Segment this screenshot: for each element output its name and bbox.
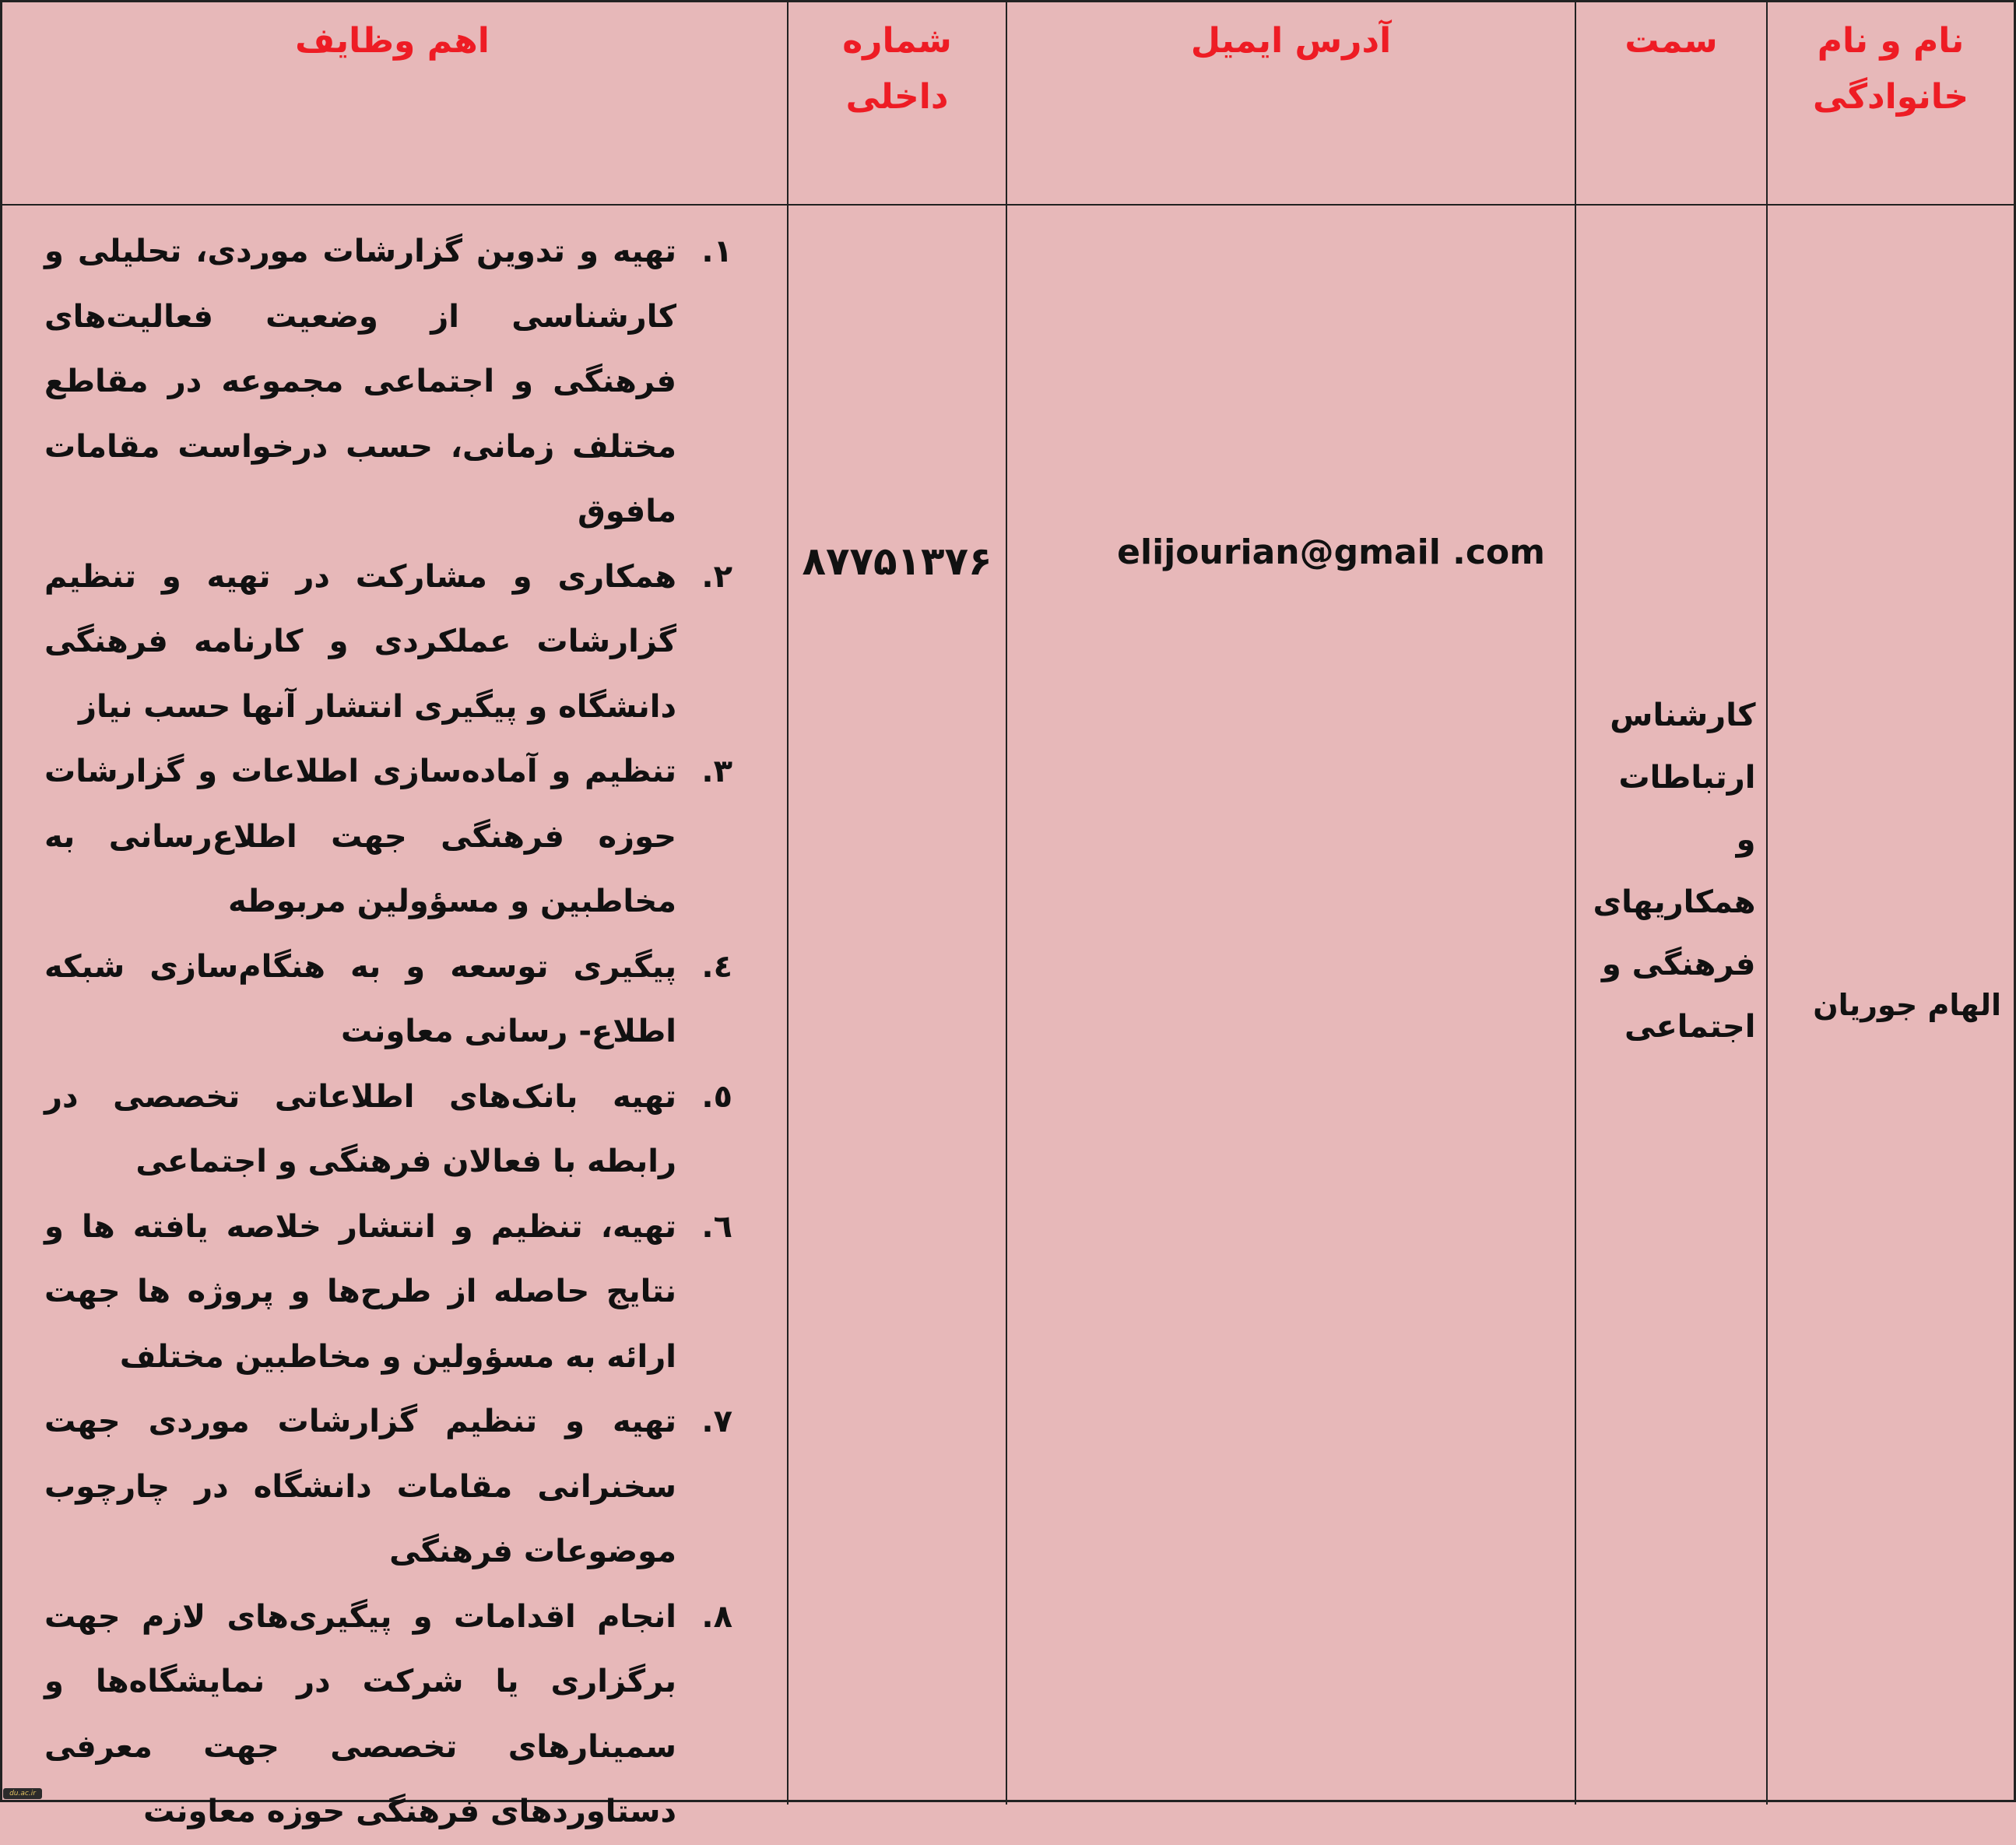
header-extension: شماره داخلی bbox=[787, 2, 1006, 206]
duties-cell bbox=[0, 206, 787, 1829]
duty-item bbox=[44, 1585, 732, 1845]
duty-number: ۲. bbox=[701, 558, 732, 595]
duty-number: ۱. bbox=[701, 234, 732, 269]
duty-text: تهیه، تنظیم و انتشار خلاصه یافته ها و نتایج حاصله از طرح‌ها و پروژه ها جهت ارائه به مسؤولین و مخاطبین مختلف bbox=[44, 1208, 676, 1375]
staff-email[interactable]: elijourian@gmail .com bbox=[1006, 206, 1575, 1805]
duty-number: ٤. bbox=[701, 948, 732, 985]
duty-text: انجام اقدامات و پیگیری‌های لازم جهت برگزاری یا شرکت در نمایشگاه‌ها و سمینارهای تخصصی جهت معرفی دستاوردهای فرهنگی حوزه معاونت bbox=[44, 1598, 676, 1829]
staff-extension: ۸۷۷۵۱۳۷۶ bbox=[787, 206, 1006, 1805]
duty-number: ۳. bbox=[701, 754, 732, 789]
staff-position: کارشناس ارتباطات و همکاریهای فرهنگی و اجتماعی bbox=[1575, 206, 1766, 1805]
duties-list bbox=[44, 220, 732, 1845]
header-email: آدرس ایمیل bbox=[1006, 2, 1575, 206]
duty-item bbox=[44, 220, 732, 545]
duty-text: تهیه و تنظیم گزارشات موردی جهت سخنرانی مقامات دانشگاه در چارچوب موضوعات فرهنگی bbox=[44, 1404, 676, 1569]
duty-item bbox=[44, 1195, 732, 1390]
duty-text: تهیه بانک‌های اطلاعاتی تخصصی در رابطه با فعالان فرهنگی و اجتماعی bbox=[44, 1078, 676, 1179]
header-duties: اهم وظایف bbox=[0, 2, 787, 206]
duty-item bbox=[44, 545, 732, 740]
site-logo: du.ac.ir bbox=[3, 1788, 42, 1799]
header-position: سمت bbox=[1575, 2, 1766, 206]
duty-number: ۷. bbox=[701, 1404, 732, 1439]
header-name: نام و نام خانوادگی bbox=[1766, 2, 2014, 206]
duty-number: ٥. bbox=[701, 1078, 732, 1115]
duty-text: تهیه و تدوین گزارشات موردی، تحلیلی و کارشناسی از وضعیت فعالیت‌های فرهنگی و اجتماعی مجموعه در مقاطع مختلف زمانی، حسب درخواست مقامات مافوق bbox=[44, 234, 676, 529]
staff-name: الهام جوریان bbox=[1766, 206, 2014, 1805]
duty-item bbox=[44, 1390, 732, 1585]
duty-text: همکاری و مشارکت در تهیه و تنظیم گزارشات عملکردی و کارنامه فرهنگی دانشگاه و پیگیری انتشار آنها حسب نیاز bbox=[44, 558, 676, 725]
duty-number: ٦. bbox=[701, 1208, 732, 1245]
duty-text: پیگیری توسعه و به هنگام‌سازی شبکه اطلاع- رسانی معاونت bbox=[44, 948, 676, 1049]
duty-item bbox=[44, 935, 732, 1065]
duty-number: ۸. bbox=[701, 1598, 732, 1635]
duty-item bbox=[44, 740, 732, 935]
duty-text: تنظیم و آماده‌سازی اطلاعات و گزارشات حوزه فرهنگی جهت اطلاع‌رسانی به مخاطبین و مسؤولین مربوطه bbox=[44, 754, 676, 919]
duty-item bbox=[44, 1065, 732, 1195]
